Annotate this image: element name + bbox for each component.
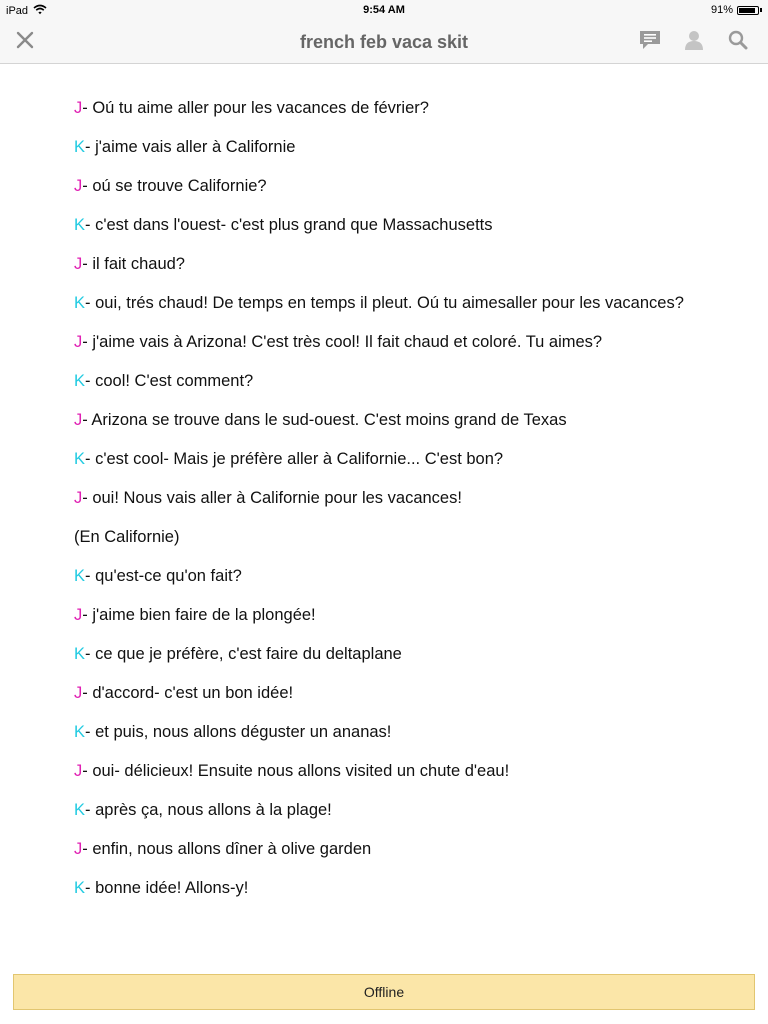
device-label: iPad — [6, 5, 29, 17]
battery-icon — [737, 6, 759, 15]
note-line — [74, 369, 694, 394]
speaker-tag: K — [74, 372, 86, 390]
note-line — [74, 837, 694, 862]
speaker-tag: K — [74, 645, 86, 663]
speaker-tag: J — [74, 99, 83, 117]
line-text: - j'aime vais aller à Californie — [85, 138, 296, 156]
speaker-tag: K — [74, 879, 86, 897]
note-line — [74, 603, 694, 628]
search-button[interactable] — [726, 30, 750, 54]
speaker-tag: J — [74, 177, 83, 195]
note-line — [74, 447, 694, 472]
note-line — [74, 135, 694, 160]
note-line — [74, 759, 694, 784]
speaker-tag: J — [74, 255, 83, 273]
note-line — [74, 96, 694, 121]
speaker-tag: J — [74, 684, 83, 702]
line-text: - c'est cool- Mais je préfère aller à Californie... C'est bon? — [85, 450, 504, 468]
speaker-tag: K — [74, 216, 86, 234]
line-text: - oú se trouve Californie? — [82, 177, 267, 195]
share-person-button[interactable] — [682, 30, 706, 54]
note-content[interactable] — [74, 96, 694, 915]
note-line — [74, 252, 694, 277]
speaker-tag: J — [74, 489, 83, 507]
line-text: - Oú tu aime aller pour les vacances de février? — [82, 99, 429, 117]
speaker-tag: J — [74, 333, 83, 351]
line-text: - bonne idée! Allons-y! — [85, 879, 249, 897]
speaker-tag: J — [74, 411, 83, 429]
note-header — [0, 20, 768, 64]
speaker-tag: K — [74, 294, 86, 312]
offline-banner: Offline — [13, 974, 755, 1010]
line-text: - il fait chaud? — [82, 255, 185, 273]
line-text: (En Californie) — [74, 528, 180, 546]
speaker-tag: J — [74, 606, 83, 624]
status-time: 9:54 AM — [363, 4, 405, 16]
speaker-tag: K — [74, 801, 86, 819]
note-line — [74, 291, 694, 316]
note-line — [74, 564, 694, 589]
speaker-tag: K — [74, 567, 86, 585]
search-icon — [728, 30, 748, 55]
line-text: - c'est dans l'ouest- c'est plus grand que Massachusetts — [85, 216, 493, 234]
note-line — [74, 330, 694, 355]
speaker-tag: K — [74, 138, 86, 156]
line-text: - d'accord- c'est un bon idée! — [82, 684, 294, 702]
speaker-tag: J — [74, 840, 83, 858]
page-title: french feb vaca skit — [299, 32, 469, 52]
speaker-tag: J — [74, 762, 83, 780]
line-text: - j'aime vais à Arizona! C'est très cool! Il fait chaud et coloré. Tu aimes? — [82, 333, 603, 351]
line-text: - et puis, nous allons déguster un ananas! — [85, 723, 392, 741]
battery-percent: 91% — [710, 4, 733, 16]
speaker-tag: K — [74, 723, 86, 741]
note-line — [74, 876, 694, 901]
battery-tip — [760, 8, 762, 12]
battery-fill — [739, 8, 755, 13]
speaker-tag: K — [74, 450, 86, 468]
note-line — [74, 681, 694, 706]
chat-button[interactable] — [638, 30, 662, 54]
line-text: - oui- délicieux! Ensuite nous allons visited un chute d'eau! — [82, 762, 510, 780]
note-line — [74, 486, 694, 511]
note-line — [74, 642, 694, 667]
person-icon — [684, 30, 704, 55]
status-bar — [0, 0, 768, 20]
note-line — [74, 720, 694, 745]
line-text: - qu'est-ce qu'on fait? — [85, 567, 242, 585]
line-text: - Arizona se trouve dans le sud-ouest. C'est moins grand de Texas — [82, 411, 567, 429]
line-text: - enfin, nous allons dîner à olive garden — [82, 840, 372, 858]
line-text: - cool! C'est comment? — [85, 372, 254, 390]
status-right — [711, 4, 762, 16]
note-line — [74, 213, 694, 238]
note-line — [74, 408, 694, 433]
line-text: - après ça, nous allons à la plage! — [85, 801, 332, 819]
line-text: - ce que je préfère, c'est faire du deltaplane — [85, 645, 402, 663]
line-text: - oui! Nous vais aller à Californie pour les vacances! — [82, 489, 462, 507]
line-text: - j'aime bien faire de la plongée! — [82, 606, 316, 624]
note-line — [74, 525, 694, 550]
line-text: - oui, trés chaud! De temps en temps il pleut. Oú tu aimesaller pour les vacances? — [85, 294, 684, 312]
chat-bubble-icon — [639, 30, 661, 55]
note-line — [74, 174, 694, 199]
note-line — [74, 798, 694, 823]
